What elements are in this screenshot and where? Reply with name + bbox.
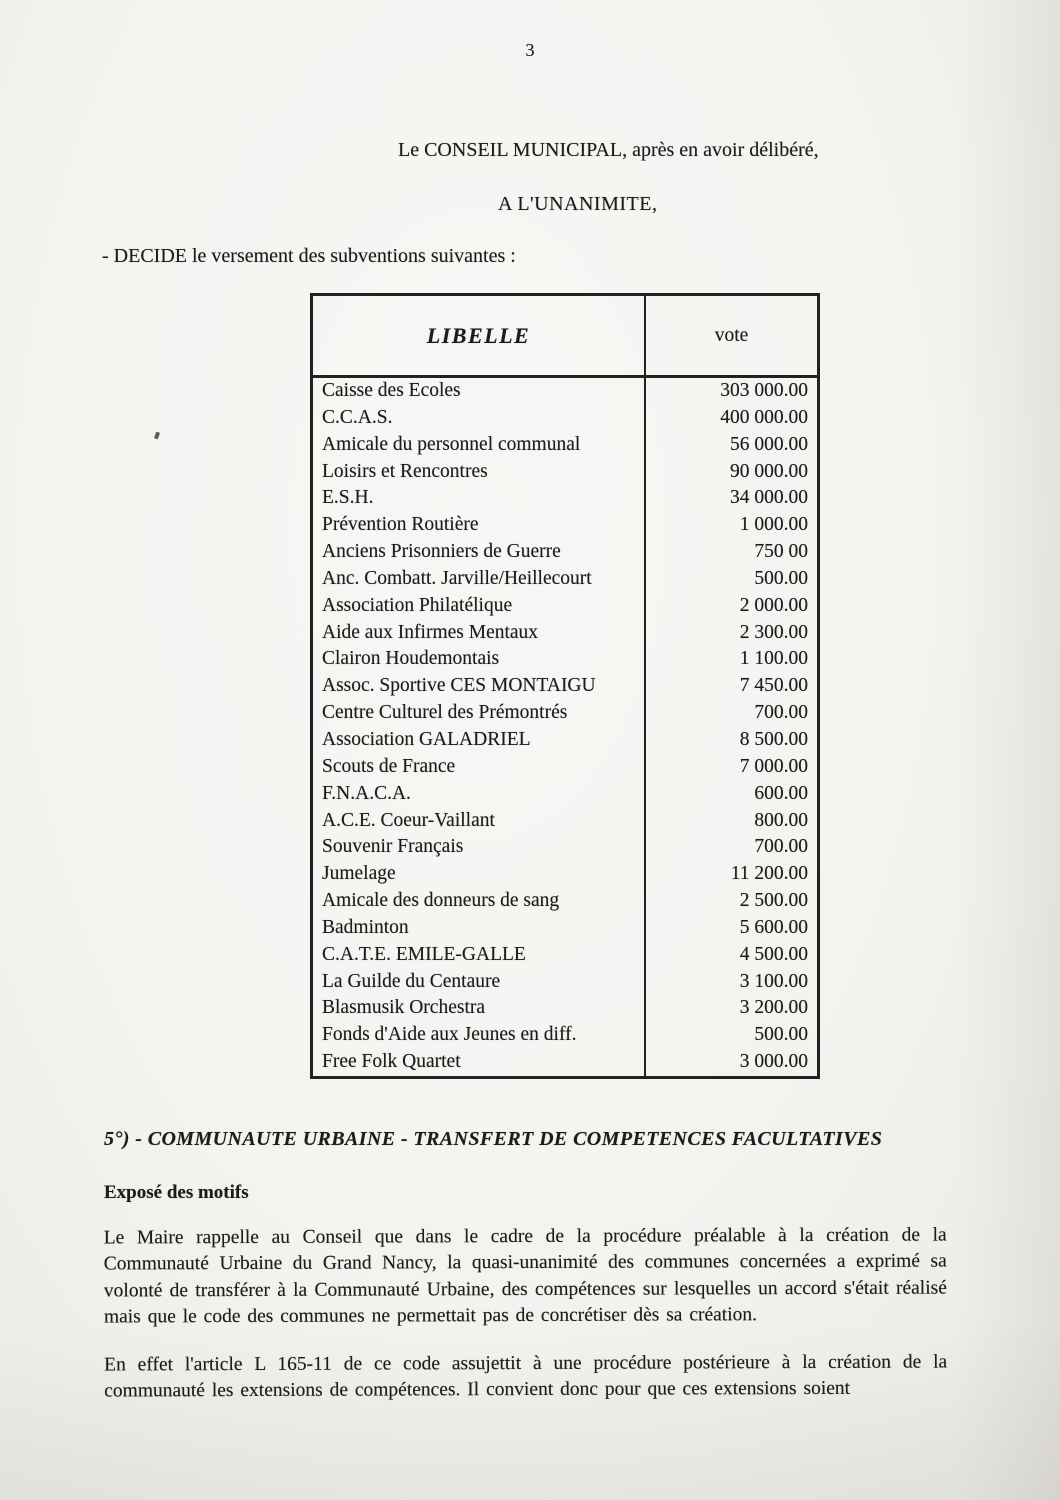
table-row xyxy=(313,888,817,915)
table-row xyxy=(313,405,817,432)
table-row xyxy=(313,808,817,835)
cell-vote: 4 500.00 xyxy=(739,943,808,965)
cell-libelle: Anciens Prisonniers de Guerre xyxy=(313,539,646,566)
table-row xyxy=(313,861,817,888)
cell-libelle: Centre Culturel des Prémontrés xyxy=(313,700,646,727)
cell-vote: 700.00 xyxy=(754,836,808,858)
table-row xyxy=(313,1049,817,1076)
table-row xyxy=(313,432,817,459)
cell-libelle: Fonds d'Aide aux Jeunes en diff. xyxy=(313,1022,646,1049)
cell-vote: 500.00 xyxy=(754,1024,808,1046)
table-row xyxy=(313,673,817,700)
page-number: 3 xyxy=(525,40,535,60)
cell-libelle: Clairon Houdemontais xyxy=(313,646,646,673)
cell-vote: 1 000.00 xyxy=(739,514,808,536)
cell-vote: 3 200.00 xyxy=(739,997,808,1019)
cell-vote: 7 000.00 xyxy=(739,755,808,777)
cell-libelle: Scouts de France xyxy=(313,754,646,781)
column-header-libelle: LIBELLE xyxy=(313,296,646,375)
cell-libelle: Souvenir Français xyxy=(313,834,646,861)
cell-vote: 2 500.00 xyxy=(739,890,808,912)
table-row xyxy=(313,1022,817,1049)
cell-libelle: Badminton xyxy=(313,915,646,942)
decide-line: - DECIDE le versement des subventions suivantes : xyxy=(102,245,516,267)
cell-libelle: Aide aux Infirmes Mentaux xyxy=(313,620,646,647)
cell-libelle: A.C.E. Coeur-Vaillant xyxy=(313,808,646,835)
deliberation-line: Le CONSEIL MUNICIPAL, après en avoir délibéré, xyxy=(398,139,819,161)
cell-libelle: Anc. Combatt. Jarville/Heillecourt xyxy=(313,566,646,593)
table-row xyxy=(313,620,817,647)
cell-libelle: La Guilde du Centaure xyxy=(313,969,646,996)
cell-vote: 3 100.00 xyxy=(739,970,808,992)
table-row xyxy=(313,754,817,781)
cell-vote: 700.00 xyxy=(754,702,808,724)
cell-vote: 303 000.00 xyxy=(720,380,808,401)
cell-vote: 500.00 xyxy=(754,567,808,589)
table-row xyxy=(313,539,817,566)
cell-vote: 400 000.00 xyxy=(720,406,808,428)
subventions-table xyxy=(310,293,820,1079)
table-row xyxy=(313,942,817,969)
cell-vote: 1 100.00 xyxy=(739,648,808,670)
table-row xyxy=(313,700,817,727)
paragraph: Le Maire rappelle au Conseil que dans le cadre de la procédure préalable à la création de la Communauté Urbaine du Grand Nancy, la quasi-unanimité des communes concernées a exprimé sa volonté de transférer à la Communauté Urbaine, des compétences sur lesquelles un accord s'était réalisé mais que le code des communes ne permettait pas de concrétiser dès sa création. xyxy=(103,1224,947,1328)
table-row xyxy=(313,485,817,512)
table-row xyxy=(313,512,817,539)
cell-libelle: C.C.A.S. xyxy=(313,405,646,432)
cell-libelle: Assoc. Sportive CES MONTAIGU xyxy=(313,673,646,700)
table-body xyxy=(313,378,817,1076)
cell-libelle: Amicale des donneurs de sang xyxy=(313,888,646,915)
table-row xyxy=(313,727,817,754)
table-header-row xyxy=(313,296,817,378)
scan-speck-artifact xyxy=(154,432,160,440)
table-row xyxy=(313,834,817,861)
cell-vote: 34 000.00 xyxy=(730,487,808,509)
expose-des-motifs-heading: Exposé des motifs xyxy=(104,1182,249,1203)
cell-libelle: Jumelage xyxy=(313,861,646,888)
paragraph: En effet l'article L 165-11 de ce code assujettit à une procédure postérieure à la création de la communauté les extensions de compétences. Il convient donc pour que ces extensions soient xyxy=(104,1351,948,1402)
table-row xyxy=(313,378,817,405)
body-paragraphs xyxy=(104,1223,948,1428)
cell-vote: 600.00 xyxy=(754,782,808,804)
cell-libelle: Loisirs et Rencontres xyxy=(313,459,646,486)
cell-libelle: Association Philatélique xyxy=(313,593,646,620)
cell-libelle: Blasmusik Orchestra xyxy=(313,995,646,1022)
cell-libelle: Prévention Routière xyxy=(313,512,646,539)
table-row xyxy=(313,915,817,942)
cell-vote: 90 000.00 xyxy=(730,460,808,482)
cell-vote: 8 500.00 xyxy=(739,728,808,750)
table-row xyxy=(313,566,817,593)
cell-vote: 2 300.00 xyxy=(739,621,808,643)
table-row xyxy=(313,459,817,486)
cell-vote: 750 00 xyxy=(754,541,808,563)
cell-vote: 11 200.00 xyxy=(730,863,808,885)
table-row xyxy=(313,995,817,1022)
cell-libelle: F.N.A.C.A. xyxy=(313,781,646,808)
table-row xyxy=(313,781,817,808)
section-5-title: 5°) - COMMUNAUTE URBAINE - TRANSFERT DE COMPETENCES FACULTATIVES xyxy=(104,1128,883,1150)
cell-vote: 56 000.00 xyxy=(730,433,808,455)
cell-vote: 5 600.00 xyxy=(739,916,808,938)
cell-libelle: Free Folk Quartet xyxy=(313,1049,646,1076)
cell-libelle: Amicale du personnel communal xyxy=(313,432,646,459)
unanimity-line: A L'UNANIMITE, xyxy=(498,193,658,215)
table-row xyxy=(313,593,817,620)
cell-vote: 3 000.00 xyxy=(739,1051,808,1073)
column-header-vote: vote xyxy=(714,324,749,346)
cell-libelle: Caisse des Ecoles xyxy=(313,378,646,405)
table-row xyxy=(313,646,817,673)
cell-vote: 7 450.00 xyxy=(739,675,808,697)
cell-vote: 2 000.00 xyxy=(739,594,808,616)
cell-libelle: E.S.H. xyxy=(313,485,646,512)
cell-libelle: C.A.T.E. EMILE-GALLE xyxy=(313,942,646,969)
table-row xyxy=(313,969,817,996)
cell-vote: 800.00 xyxy=(754,809,808,831)
cell-libelle: Association GALADRIEL xyxy=(313,727,646,754)
